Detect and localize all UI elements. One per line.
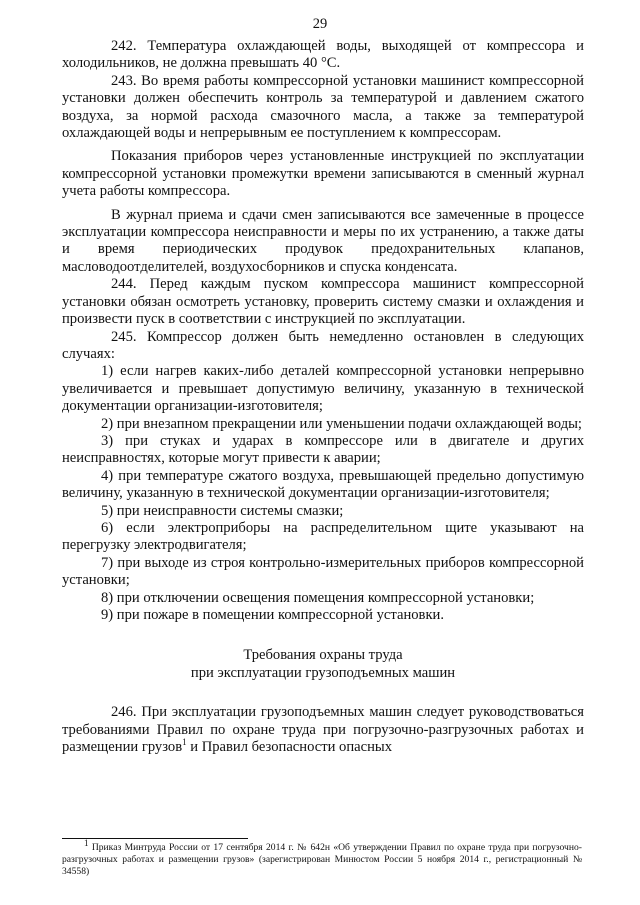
footnote-mark: 1 — [84, 837, 89, 848]
footnote-divider — [62, 838, 248, 839]
section-heading-line1: Требования охраны труда — [243, 647, 403, 664]
paragraph-246 — [62, 704, 584, 756]
paragraph-shift-log: В журнал приема и сдачи смен записываются все замеченные в процессе эксплуатации компрессора неисправности и меры по их устранению, а также даты и время периодических продувок предохранительных клапанов, масловодоотделителей, воздухосборников и спуска конденсата. — [62, 206, 584, 275]
list-item: 1) если нагрев каких-либо деталей компрессорной установки непрерывно увеличивается и превышает допустимую величину, указанную в технической документации организации-изготовителя; — [62, 363, 584, 415]
paragraph-246-text: 246. При эксплуатации грузоподъемных машин следует руководствоваться требованиями Правил по охране труда при погрузочно-разгрузочных работах и размещении грузов — [62, 704, 584, 756]
list-item: 5) при неисправности системы смазки; — [101, 502, 344, 519]
stop-conditions-list — [62, 363, 584, 624]
paragraph-readings: Показания приборов через установленные инструкцией по эксплуатации компрессорной установки промежутки времени записываются в сменный журнал учета работы компрессора. — [62, 148, 584, 200]
paragraph-243: 243. Во время работы компрессорной установки машинист компрессорной установки должен обеспечить контроль за температурой и давлением сжатого воздуха, за нормой расхода смазочного масла, а также за температурой охлаждающей воды и непрерывным ее поступлением к компрессорам. — [62, 72, 584, 142]
list-item: 9) при пожаре в помещении компрессорной установки. — [101, 607, 444, 623]
footnote — [62, 837, 582, 878]
paragraph-246-continuation: и Правил безопасности опасных — [186, 739, 393, 756]
footnote-text: Приказ Минтруда России от 17 сентября 2014 г. № 642н «Об утверждении Правил по охране труда при погрузочно-разгрузочных работах и размещении грузов» (зарегистрирован Минюстом России 5 ноября 2014 г., регистрационный № 34558) — [62, 842, 582, 877]
paragraph-244: 244. Перед каждым пуском компрессора машинист компрессорной установки обязан осмотреть установку, проверить систему смазки и охлаждения и произвести пуск в соответствии с инструкцией по эксплуатации. — [62, 276, 584, 328]
paragraph-245: 245. Компрессор должен быть немедленно остановлен в следующих случаях: — [62, 328, 584, 362]
list-item: 2) при внезапном прекращении или уменьшении подачи охлаждающей воды; — [101, 415, 582, 432]
page-number: 29 — [312, 16, 328, 32]
list-item: 6) если электроприборы на распределительном щите указывают на перегрузку электродвигателя; — [62, 519, 584, 554]
section-heading — [62, 646, 584, 682]
list-item: 8) при отключении освещения помещения компрессорной установки; — [101, 589, 535, 606]
footnote-ref-mark[interactable]: 1 — [182, 737, 187, 748]
list-item: 3) при стуках и ударах в компрессоре или в двигателе и других неисправностях, которые могут привести к аварии; — [62, 432, 584, 467]
document-body — [62, 38, 584, 757]
list-item: 7) при выходе из строя контрольно-измерительных приборов компрессорной установки; — [62, 554, 584, 589]
section-heading-line2: при эксплуатации грузоподъемных машин — [190, 665, 456, 682]
list-item: 4) при температуре сжатого воздуха, превышающей предельно допустимую величину, указанную в технической документации организации-изготовителя; — [62, 467, 584, 502]
paragraph-242: 242. Температура охлаждающей воды, выходящей от компрессора и холодильников, не должна превышать 40 °С. — [62, 38, 584, 72]
